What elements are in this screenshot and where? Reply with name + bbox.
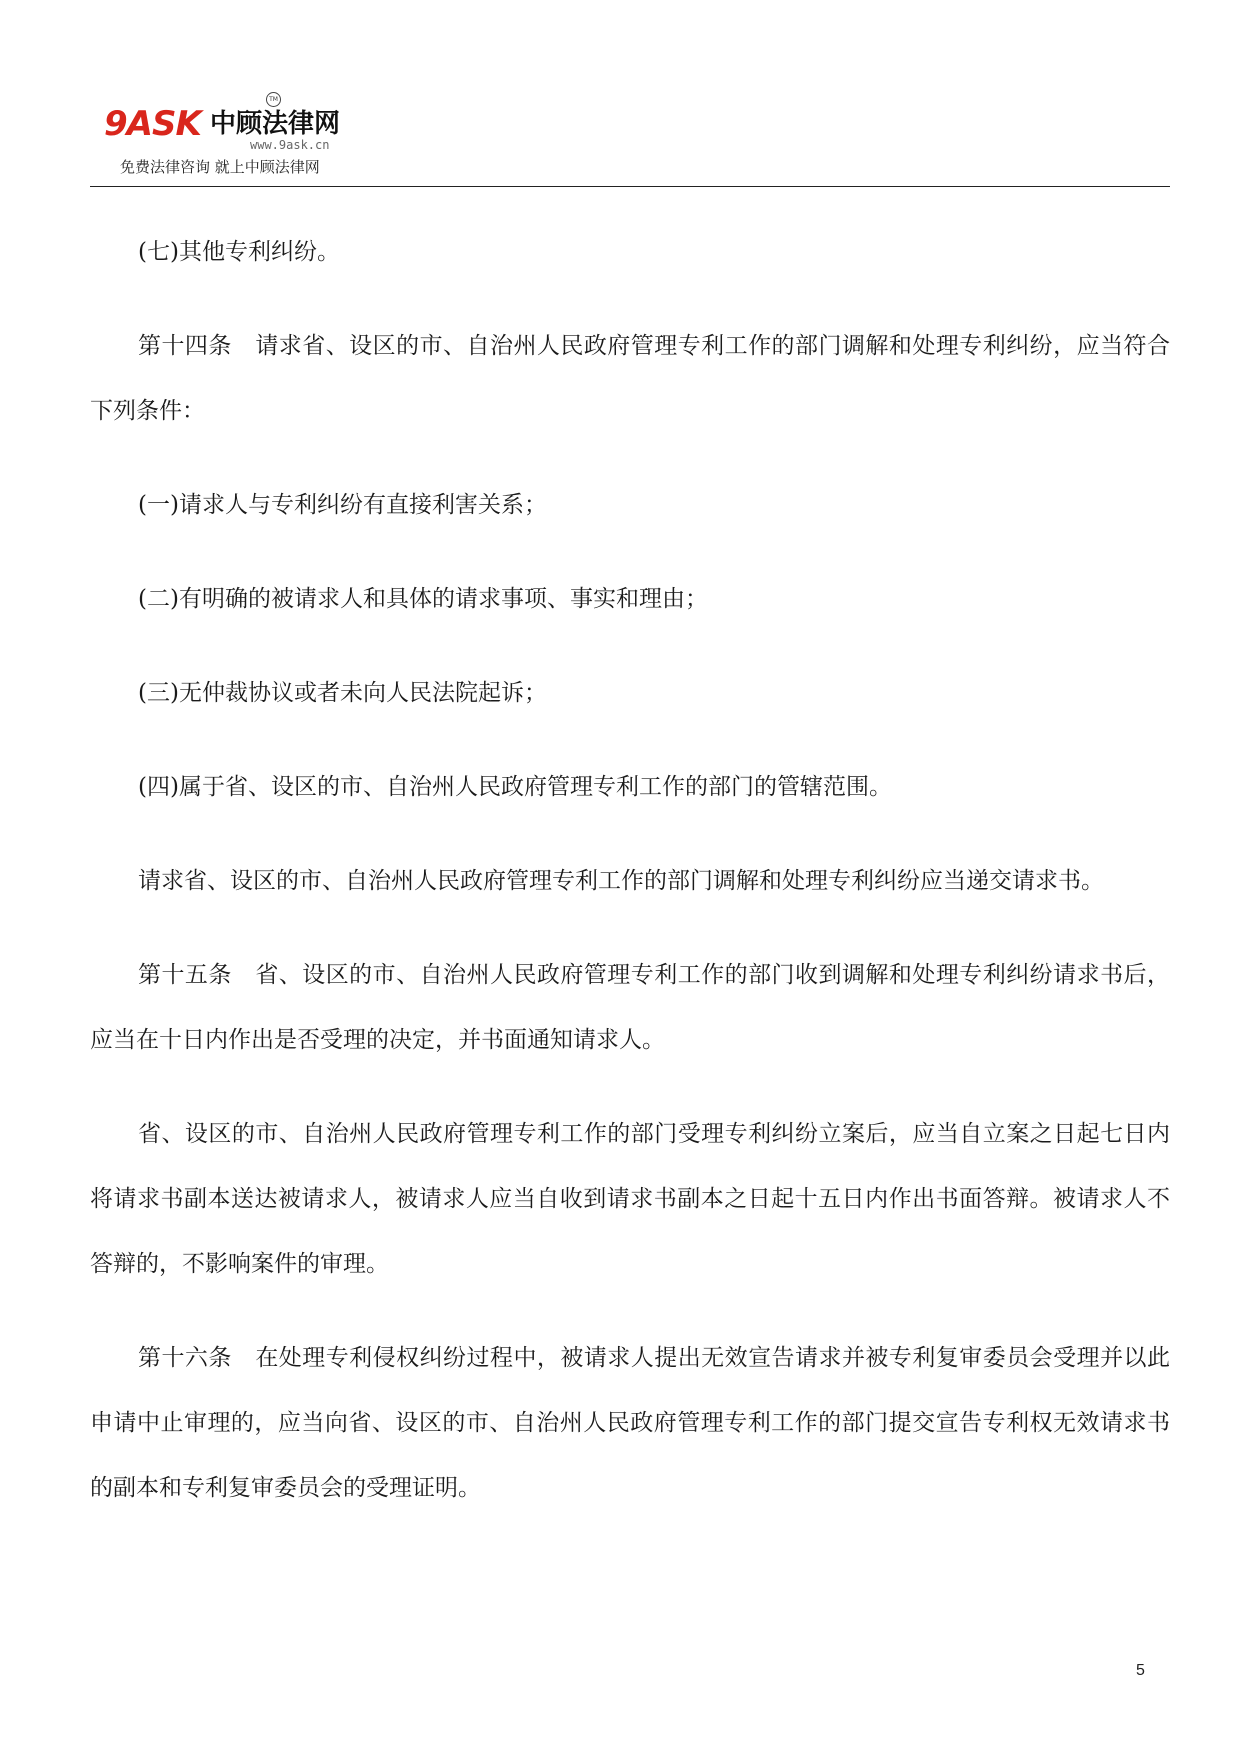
paragraph-article-14-item-4: (四)属于省、设区的市、自治州人民政府管理专利工作的部门的管辖范围。: [138, 774, 892, 800]
paragraph-article-14-request: 请求省、设区的市、自治州人民政府管理专利工作的部门调解和处理专利纠纷应当递交请求书。: [138, 868, 1104, 894]
paragraph-article-15: 第十五条 省、设区的市、自治州人民政府管理专利工作的部门收到调解和处理专利纠纷请求书后，应当在十日内作出是否受理的决定，并书面通知请求人。: [90, 962, 1170, 1053]
paragraph-article-16: 第十六条 在处理专利侵权纠纷过程中，被请求人提出无效宣告请求并被专利复审委员会受理并以此申请中止审理的，应当向省、设区的市、自治州人民政府管理专利工作的部门提交宣告专利权无效请求书的副本和专利复审委员会的受理证明。: [90, 1345, 1170, 1501]
paragraph-article-14: 第十四条 请求省、设区的市、自治州人民政府管理专利工作的部门调解和处理专利纠纷，应当符合下列条件：: [90, 333, 1170, 424]
paragraph-article-14-item-3: (三)无仲裁协议或者未向人民法院起诉；: [138, 680, 547, 706]
paragraph-article-13-item-7: (七)其他专利纠纷。: [138, 239, 340, 265]
site-logo: [104, 92, 364, 182]
paragraph-article-15-service: 省、设区的市、自治州人民政府管理专利工作的部门受理专利纠纷立案后，应当自立案之日起七日内将请求书副本送达被请求人，被请求人应当自收到请求书副本之日起十五日内作出书面答辩。被请求人不答辩的，不影响案件的审理。: [90, 1121, 1170, 1277]
logo-name: 中顾法律网: [210, 109, 341, 139]
logo-brand: 9ASK: [104, 104, 201, 144]
paragraph-article-14-item-2: (二)有明确的被请求人和具体的请求事项、事实和理由；: [138, 586, 708, 612]
header-divider: [90, 186, 1170, 187]
logo-url: www.9ask.cn: [250, 138, 330, 152]
paragraph-article-14-item-1: (一)请求人与专利纠纷有直接利害关系；: [138, 492, 547, 518]
page-number: 5: [1136, 1662, 1145, 1679]
document-body: [90, 220, 1170, 1550]
logo-slogan: 免费法律咨询 就上中顾法律网: [120, 158, 320, 176]
page-header: [90, 92, 1170, 187]
trademark-icon: TM: [266, 92, 281, 107]
